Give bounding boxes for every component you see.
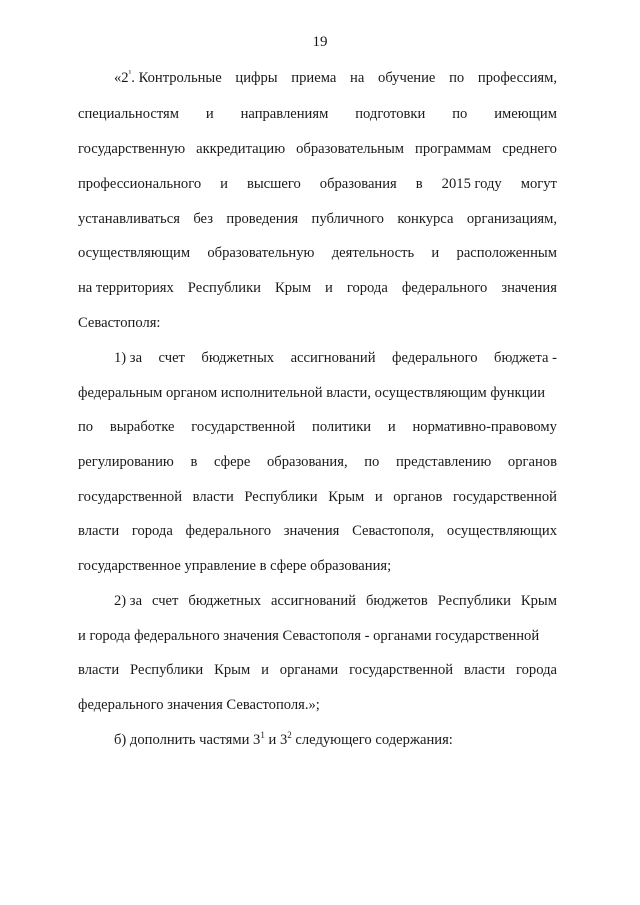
text-line: государственной власти Республики Крым и органов государственной <box>78 489 557 505</box>
text-line: «$2^{^1}$. Контрольные цифры приема на обучение по профессиям, <box>114 68 557 86</box>
text-line: регулированию в сфере образования, по представлению органов <box>78 454 557 470</box>
text-line: власти Республики Крым и органами государственной власти города <box>78 662 557 678</box>
text-line: специальностям и направлениям подготовки по имеющим <box>78 106 557 122</box>
text-line: и города федерального значения Севастополя - органами государственной <box>78 628 540 644</box>
text-line: государственное управление в сфере образования; <box>78 558 392 574</box>
text-line: устанавливаться без проведения публичного конкурса организациям, <box>78 211 557 227</box>
text-line: по выработке государственной политики и нормативно-правовому <box>78 419 557 435</box>
text-line: профессионального и высшего образования в 2015 году могут <box>78 176 557 192</box>
text-line: Севастополя: <box>78 315 161 331</box>
text-line: федеральным органом исполнительной власти, осуществляющим функции <box>78 385 546 401</box>
text-line: на территориях Республики Крым и города федерального значения <box>78 280 557 296</box>
text-line: власти города федерального значения Севастополя, осуществляющих <box>78 523 557 539</box>
text-line: 1) за счет бюджетных ассигнований федерального бюджета - <box>114 350 557 366</box>
text-line: 2) за счет бюджетных ассигнований бюджетов Республики Крым <box>114 593 557 609</box>
text-line: государственную аккредитацию образовательным программам среднего <box>78 141 557 157</box>
text-line: федерального значения Севастополя.»; <box>78 697 320 713</box>
text-line: осуществляющим образовательную деятельность и расположенным <box>78 245 557 261</box>
text-line: б) дополнить частями $3^1$ и $3^2$ следующего содержания: <box>114 730 453 748</box>
page-number: 19 <box>312 34 328 50</box>
